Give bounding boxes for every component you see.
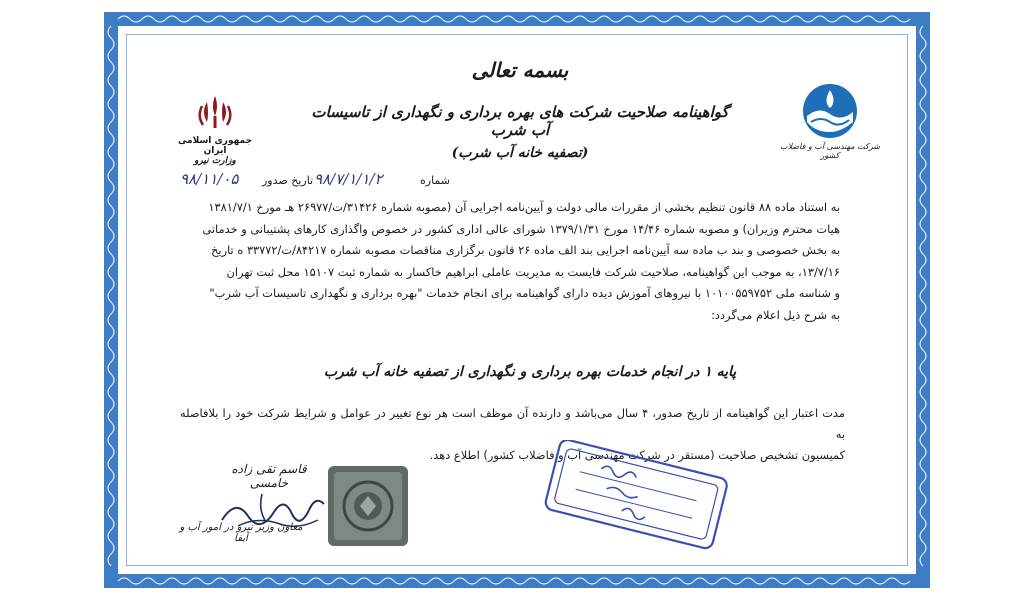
validity-line: مدت اعتبار این گواهینامه از تاریخ صدور، ۴ سال می‌باشد و دارنده آن موظف است هر نوع تغییر در عوامل و شرایط شرکت خود را بلافاصله به bbox=[180, 406, 846, 441]
signer-title: معاون وزیر نیرو در امور آب و آبفا bbox=[179, 522, 303, 544]
water-drop-icon bbox=[801, 82, 859, 140]
logo-caption: شرکت مهندسی آب و فاضلاب کشور bbox=[780, 142, 880, 160]
validity-paragraph bbox=[180, 403, 845, 466]
water-company-logo bbox=[775, 82, 885, 160]
certificate-body bbox=[180, 197, 840, 327]
rubber-stamp bbox=[536, 440, 736, 550]
body-line: و شناسه ملی ۱۰۱۰۰۵۵۹۷۵۲ با نیروهای آموزش دیده دارای گواهینامه برای انجام خدمات "بهره برداری و نگهداری تاسیسات آب شرب" bbox=[209, 286, 840, 301]
official-seal bbox=[322, 460, 414, 552]
reference-number-label: شماره bbox=[420, 174, 451, 187]
emblem-line-republic: جمهوری اسلامی ایران bbox=[177, 136, 253, 156]
state-emblem-icon bbox=[195, 92, 235, 132]
validity-line: کمیسیون تشخیص صلاحیت (مستقر در شرکت مهندسی آب و فاضلاب کشور) اطلاع دهد. bbox=[429, 448, 845, 462]
signer-name: قاسم تقی زاده خامسی bbox=[231, 462, 307, 490]
bismillah-heading: بسمه تعالی bbox=[471, 58, 569, 82]
reference-number-value: ۹۸/۷/۱/۱/۲ bbox=[314, 170, 383, 188]
certificate-title: گواهینامه صلاحیت شرکت های بهره برداری و نگهداری از تاسیسات آب شرب bbox=[311, 103, 729, 139]
certificate-subtitle: (تصفیه خانه آب شرب) bbox=[451, 145, 589, 161]
iran-emblem bbox=[170, 92, 260, 166]
body-line: به شرح ذیل اعلام می‌گردد: bbox=[711, 307, 840, 322]
body-line: هیات محترم وزیران) و مصوبه شماره ۱۴/۴۶ مورخ ۱۳۷۹/۱/۳۱ شورای عالی اداری کشور در خصوص واگذاری کارهای پشتیبانی و خدماتی bbox=[202, 221, 840, 236]
body-line: ۱۳/۷/۱۶، به موجب این گواهینامه، صلاحیت شرکت فایست به مدیریت عاملی ابراهیم خاکسار به شماره ثبت ۱۵۱۰۷ محل ثبت تهران bbox=[226, 264, 840, 279]
issue-date-label: تاریخ صدور bbox=[262, 174, 314, 187]
emblem-line-ministry: وزارت نیرو bbox=[194, 156, 236, 166]
reference-line bbox=[180, 170, 460, 192]
body-line: به استناد ماده ۸۸ قانون تنظیم بخشی از مقررات مالی دولت و آیین‌نامه اجرایی آن (مصوبه شماره ۳۱۴۲۶/ت/۲۶۹۷۷ هـ مورخ ۱۳۸۱/۷/۱ bbox=[208, 200, 840, 214]
issue-date-value: ۹۸/۱۱/۰۵ bbox=[180, 170, 239, 188]
grade-statement: پایه ۱ در انجام خدمات بهره برداری و نگهداری از تصفیه خانه آب شرب bbox=[323, 364, 737, 380]
body-line: به بخش خصوصی و بند ب ماده سه آیین‌نامه اجرایی بند الف ماده ۲۶ قانون برگزاری مناقصات مصوبه شماره ۸۴۲۱۷/ت/۳۳۷۷۲ ه تاریخ bbox=[211, 243, 840, 258]
